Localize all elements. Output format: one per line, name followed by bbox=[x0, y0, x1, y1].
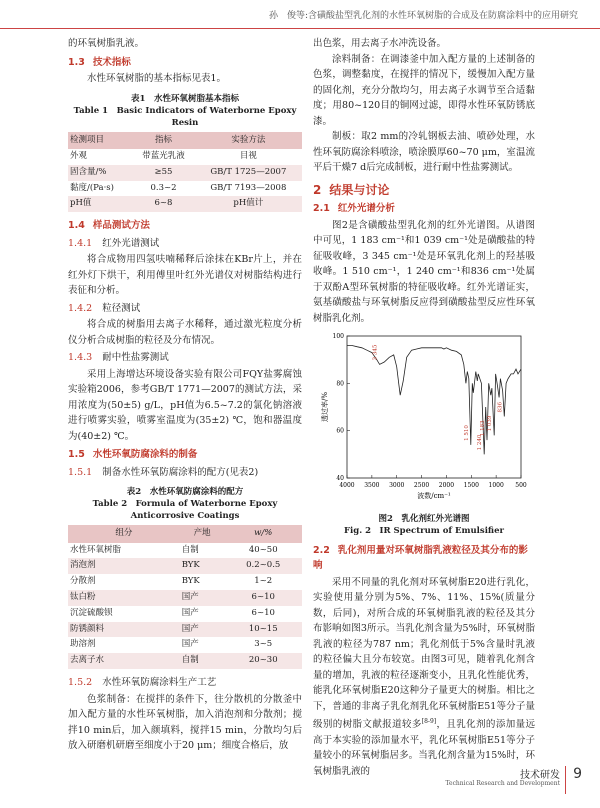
x-tick-label: 2500 bbox=[413, 482, 430, 489]
table-header-cell: w/% bbox=[224, 525, 302, 543]
table1-caption-en: Table 1 Basic Indicators of Waterborne Epoxy Resin bbox=[73, 105, 297, 128]
section-heading: 2 结果与讨论 bbox=[313, 182, 390, 197]
section-heading: 2.2 乳化剂用量对环氧树脂乳液粒径及其分布的影响 bbox=[313, 544, 528, 571]
y-axis-label: 透过率/% bbox=[321, 391, 329, 423]
x-tick-label: 3000 bbox=[389, 482, 405, 489]
citation: [8-9] bbox=[421, 718, 437, 725]
paragraph: 的环氧树脂乳液。 bbox=[68, 38, 145, 49]
table-row: 助溶剂 国产 3~5 bbox=[70, 639, 273, 650]
table-row: 分散剂 BYK 1~2 bbox=[70, 576, 273, 587]
paragraph: 制板：取2 mm的冷轧钢板去油、喷砂处理，水性环氧防腐涂料喷涂，喷涂膜厚60~70 μm，室温流平后干燥7 d后完成制板，进行耐中性盐雾测试。 bbox=[313, 131, 535, 173]
x-tick-label: 2000 bbox=[438, 482, 455, 489]
table-row: 去离子水 自制 20~30 bbox=[68, 653, 302, 669]
table2-caption-en: Table 2 Formula of Waterborne Epoxy Anticorrosive Coatings bbox=[92, 499, 278, 522]
y-tick-label: 60 bbox=[336, 427, 344, 435]
figure2-caption-en: Fig. 2 IR Spectrum of Emulsifier bbox=[344, 525, 504, 536]
peak-label: 836 bbox=[497, 401, 504, 413]
spectrum-line bbox=[347, 346, 521, 455]
section-heading: 1.3 技术指标 bbox=[68, 56, 131, 68]
peak-label: 1 183 bbox=[480, 420, 487, 437]
table-header-cell: 产地 bbox=[180, 525, 225, 543]
figure2-caption bbox=[313, 513, 535, 537]
table-row: 消泡剂 BYK 0.2~0.5 bbox=[68, 558, 302, 574]
page-number: 9 bbox=[573, 766, 582, 782]
subsection-heading: 1.5.2 水性环氧防腐涂料生产工艺 bbox=[68, 677, 217, 689]
x-tick-label: 4000 bbox=[339, 482, 355, 489]
peak-label: 1 240 bbox=[477, 434, 484, 451]
table-row: 黏度/(Pa·s) 0.3~2 GB/T 7193—2008 bbox=[70, 182, 287, 193]
table2-caption bbox=[68, 486, 302, 522]
paragraph: 水性环氧树脂的基本指标见表1。 bbox=[87, 73, 227, 84]
paragraph: 图2是含磺酸盐型乳化剂的红外光谱图。从谱图中可见，1 183 cm⁻¹和1 039 cm⁻¹处是磺酸盐的特征吸收峰，3 345 cm⁻¹处是环氧乳化剂上的羟基吸收峰。1 510 cm⁻¹，1 240 cm⁻¹和836 cm⁻¹处属于双酚A型环氧树脂的特征吸收峰。红外光谱证实，氨基磺酸盐与环氧树脂反应得到磺酸盐型反应性环氧树脂乳化剂。 bbox=[313, 219, 535, 324]
table-row: pH值 6~8 pH值计 bbox=[68, 196, 302, 212]
x-tick-label: 500 bbox=[515, 482, 527, 489]
table-header-cell: 指标 bbox=[132, 132, 194, 150]
section-heading: 1.4 样品测试方法 bbox=[68, 220, 150, 232]
paragraph: 将合成物用四氢呋喃稀释后涂抹在KBr片上，并在红外灯下烘干，利用傅里叶红外光谱仪对树脂结构进行表征和分析。 bbox=[68, 254, 302, 297]
x-tick-label: 3500 bbox=[364, 482, 380, 489]
figure2-caption-cn: 图2 乳化剂红外光谱图 bbox=[378, 513, 470, 524]
x-tick-label: 1000 bbox=[488, 482, 504, 489]
subsection-heading: 1.4.2 粒径测试 bbox=[68, 302, 141, 314]
subsection-heading: 1.5.1 制备水性环氧防腐涂料的配方(见表2) bbox=[68, 466, 259, 478]
table2-caption-cn: 表2 水性环氧防腐涂料的配方 bbox=[126, 487, 244, 498]
section-heading: 2.1 红外光谱分析 bbox=[313, 203, 395, 214]
footer-title: 技术研发 bbox=[520, 770, 560, 781]
table-row: 固含量/% ≥55 GB/T 1725—2007 bbox=[68, 165, 302, 181]
subsection-heading: 1.4.3 耐中性盐雾测试 bbox=[68, 352, 169, 364]
footer-divider bbox=[565, 766, 566, 794]
peak-label: 3 345 bbox=[372, 344, 379, 361]
paragraph: 涂料制备：在调漆釜中加入配方量的上述制备的色浆，调整黏度，在搅拌的情况下，缓慢加入配方量的固化剂，充分分散均匀，用去离子水调节至合适黏度；用80~120目的铜网过滤，即得水性环氧防锈底漆。 bbox=[313, 53, 535, 127]
x-tick-label: 1500 bbox=[463, 482, 479, 489]
table1-caption-cn: 表1 水性环氧树脂基本指标 bbox=[131, 93, 239, 104]
ir-spectrum-chart bbox=[313, 330, 535, 511]
paragraph: 将合成的树脂用去离子水稀释，通过激光粒度分析仪分析合成树脂的粒径及分布情况。 bbox=[68, 319, 302, 346]
paragraph: 采用上海增达环境设备实验有限公司FQY盐雾腐蚀实验箱2006，参考GB/T 1771—2007的测试方法，采用浓度为(50±5) g/L，pH值为6.5~7.2的氯化钠溶液进行喷雾实验，喷雾室温度为(35±2) ℃，饱和器温度为(40±2) ℃。 bbox=[68, 368, 302, 442]
ir-spectrum-svg bbox=[313, 330, 535, 505]
header-text: 孙 俊等:含磺酸盐型乳化剂的水性环氧树脂的合成及在防腐涂料中的应用研究 bbox=[268, 11, 578, 21]
table-header-cell: 实验方法 bbox=[195, 132, 302, 150]
x-axis-label: 波数/cm⁻¹ bbox=[417, 492, 451, 500]
y-tick-label: 40 bbox=[336, 475, 344, 482]
section-heading: 1.5 水性环氧防腐涂料的制备 bbox=[68, 449, 198, 461]
running-header bbox=[0, 0, 600, 29]
table1 bbox=[68, 132, 302, 213]
left-column bbox=[68, 36, 302, 754]
paragraph: 出色浆，用去离子水冲洗设备。 bbox=[313, 38, 447, 49]
table-row: 钛白粉 国产 6~10 bbox=[68, 590, 302, 606]
table-row: 水性环氧树脂 自制 40~50 bbox=[70, 544, 278, 555]
table-header-cell: 检测项目 bbox=[68, 132, 132, 150]
peak-label: 1 510 bbox=[463, 425, 470, 441]
page-footer bbox=[432, 764, 582, 798]
table1-caption bbox=[68, 93, 302, 129]
footer-subtitle: Technical Research and Development bbox=[445, 780, 560, 787]
table-row: 防锈颜料 国产 10~15 bbox=[68, 622, 302, 638]
y-tick-label: 100 bbox=[332, 333, 344, 340]
table-header-cell: 组分 bbox=[68, 525, 180, 543]
subsection-heading: 1.4.1 红外光谱测试 bbox=[68, 237, 160, 249]
paragraph: 色浆制备：在搅拌的条件下，往分散机的分散釜中加入配方量的水性环氧树脂，加入消泡剂和分散剂；搅拌10 min后，加入颜填料，搅拌15 min，分散均匀后放入研磨机研磨至细度小于20 μm；细度合格后，放 bbox=[68, 693, 302, 752]
peak-label: 1 039 bbox=[487, 415, 494, 432]
right-column bbox=[313, 36, 535, 779]
table-row: 沉淀硫酸钡 国产 6~10 bbox=[70, 607, 275, 618]
table2 bbox=[68, 525, 302, 669]
table-row: 外观 带蓝光乳液 目视 bbox=[70, 151, 257, 161]
paragraph: 采用不同量的乳化剂对环氧树脂E20进行乳化，实验使用量分别为5%、7%、11%、15%(质量分数，后同)，对所合成的环氧树脂乳液的粒径及其分布影响如图3所示。当乳化剂含量为5%时，环氧树脂乳液的粒径为787 nm；乳化剂低于5%含量时乳液的粒径偏大且分布较宽。由图3可见，随着乳化剂含量的增加，乳液的粒径逐渐变小，且乳化性能优秀，能乳化环氧树脂E20这种分子量更大的树脂。相比之下，普通的非离子乳化剂乳化环氧树脂E51等分子量级别的树脂文献报道较多[8-9]，且乳化剂的添加量远高于本实验的添加量水平，乳化环氧树脂E51等分子量较小的环氧树脂居多。当乳化剂含量为15%时，环氧树脂乳液的 bbox=[313, 576, 535, 777]
y-tick-label: 80 bbox=[336, 380, 344, 388]
